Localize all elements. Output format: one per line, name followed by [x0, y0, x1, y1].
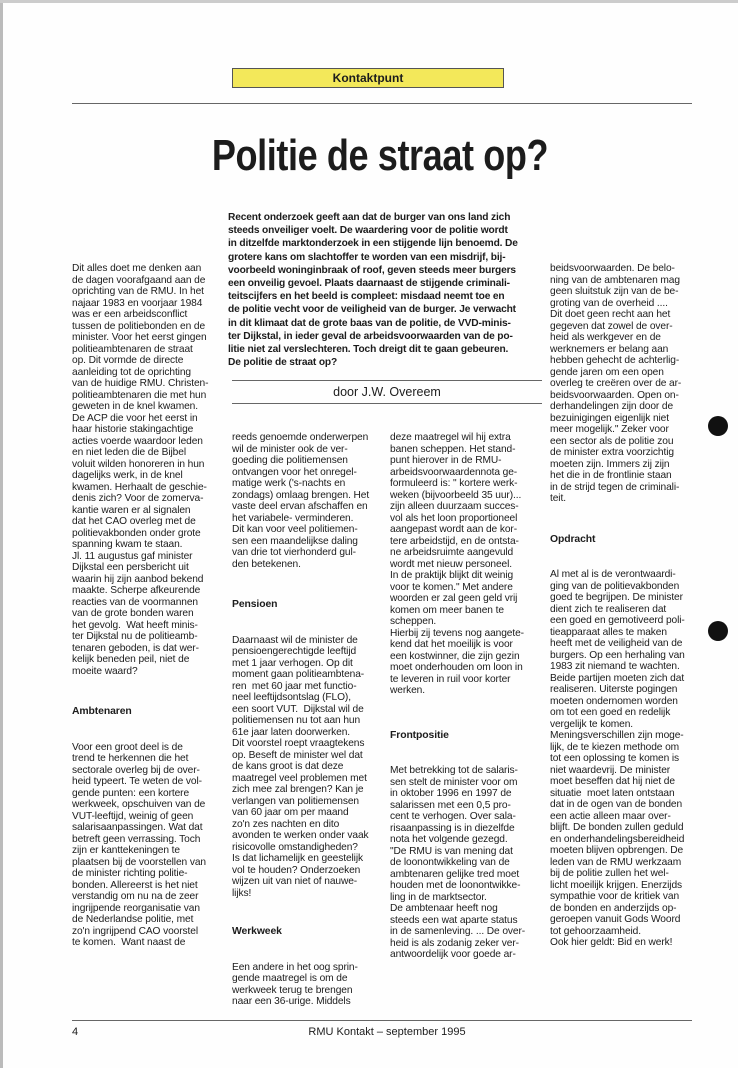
scan-edge-left: [0, 0, 3, 1068]
header-rule: [72, 103, 692, 104]
column-4: [550, 240, 685, 960]
scan-edge-top: [0, 0, 738, 3]
col4-heading-opdracht: Opdracht: [550, 533, 596, 545]
column-1: [72, 240, 208, 960]
col3-heading-frontpositie: Frontpositie: [390, 729, 449, 741]
footer-rule: [72, 1020, 692, 1021]
col1-paragraph-1: Dit alles doet me denken aan de dagen voorafgaand aan de oprichting van de RMU. In het najaar 1983 en voorjaar 1984 was er een arbeidsconflict tussen de politiebonden en de minister. Voor het eerst gingen politieambtenaren de straat op. Dit vormde de directe aanleiding tot de oprichting van de huidige RMU. Christen- politieambtenaren die met hun geweten in de knel kwamen. De ACP die voor het eerst in haar historie stakingachtige acties voerde waardoor leden en niet leden die de Bijbel voluit wilden honoreren in hun dagelijks werk, in de knel kwamen. Herhaalt de geschie- denis zich? Voor de zomerva- kantie waren er al signalen dat het CAO overleg met de politievakbonden onder grote spanning kwam te staan. Jl. 11 augustus gaf minister Dijkstal een persbericht uit waarin hij zijn aanbod bekend maakte. Scherpe afkeurende reacties van de voormannen van de grote bonden waren het gevolg. Wat heeft minis- ter Dijkstal nu de politieamb- tenaren geboden, is dat wer- kelijk beneden peil, niet de moeite waard?: [72, 263, 209, 677]
col2-paragraph-2: Daarnaast wil de minister de pensioengerechtigde leeftijd met 1 jaar verhogen. Op dit moment gaan politieambtena- ren met 60 jaar met functio- neel leeftijdsontslag (FLO), een soort VUT. Dijkstal wil de politiemensen nu tot aan hun 61e jaar laten doorwerken. Dit voorstel roept vraagtekens op. Beseft de minister wel dat de kans groot is dat deze maatregel veel problemen met zich mee zal brengen? Kan je verlangen van politiemensen van 60 jaar om per maand zo'n zes nachten en dito avonden te werken onder vaak risicovolle omstandigheden? Is dat lichamelijk en geestelijk vol te houden? Onderzoeken wijzen uit van niet of nauwe- lijks!: [232, 634, 369, 899]
col4-paragraph-2: Al met al is de verontwaardi- ging van de politievakbonden goed te begrijpen. De minister dient zich te realiseren dat een goed en gemotiveerd poli- tieapparaat alles te maken heeft met de veiligheid van de burgers. Op een herhaling van 1983 zit niemand te wachten. Beide partijen moeten zich dat realiseren. Uiterste pogingen moeten ondernomen worden om tot een goed en redelijk vergelijk te komen. Meningsverschillen zijn moge- lijk, de te kiezen methode om tot een oplossing te komen is niet waardevrij. De minister moet beseffen dat hij niet de situatie moet laten ontstaan dat in de ogen van de bonden een actie alleen maar over- blijft. De bonden zullen geduld en onderhandelingsbereidheid moeten blijven opbrengen. De leden van de RMU werkzaam bij de politie zullen het wel- licht moeilijk krijgen. Enerzijds sympathie voor de kritiek van de bonden en anderzijds op- geroepen vanuit Gods Woord tot gehoorzaamheid. Ook hier geldt: Bid en werk!: [550, 569, 685, 948]
column-3: [390, 409, 525, 972]
byline: door J.W. Overeem: [333, 385, 441, 399]
col1-paragraph-2: Voor een groot deel is de trend te herkennen die het sectorale overleg bij de over- heid typeert. Te weten de vol- gende punten: een kortere werkweek, opschuiven van de VUT-leeftijd, weinig of geen salarisaanpassingen. Wat dat betreft geen verrassing. Toch zijn er kanttekeningen te plaatsen bij de voorstellen van de minister richting politie- bonden. Allereerst is het niet verstandig om nu na de zeer ingrijpende reorganisatie van de Nederlandse politie, met zo'n ingrijpend CAO voorstel te komen. Want naast de: [72, 741, 206, 948]
col2-heading-pensioen: Pensioen: [232, 599, 278, 610]
byline-rule: [232, 380, 542, 381]
intro-lead: Recent onderzoek geeft aan dat de burger van ons land zich steeds onveiliger voelt. De waardering voor de politie wordt in ditzelfde marktonderzoek in een stijgende lijn benoemd. De grotere kans om slachtoffer te worden van een misdrijf, bij- voorbeeld woninginbraak of roof, geven steeds meer burgers een onveilig gevoel. Plaats daarnaast de stijgende criminali- teitscijfers en het beeld is compleet: misdaad neemt toe en de politie vecht voor de veiligheid van de burger. Je verwacht in dit klimaat dat de grote baas van de politie, de VVD-minis- ter Dijkstal, in ieder geval de arbeidsvoorwaarden van de po- litie niet zal verslechteren. Toch dreigt dit te gaan gebeuren. De politie de straat op?: [228, 212, 518, 369]
column-2: [232, 409, 369, 1019]
col3-paragraph-2: Met betrekking tot de salaris- sen stelt de minister voor om in oktober 1996 en 1997 de salarissen met een 0,5 pro- cent te verhogen. Over sala- risaanpassing is in diezelfde nota het volgende gezegd. "De RMU is van mening dat de loonontwikkeling van de ambtenaren gelijke tred moet houden met de loonontwikke- ling in de marktsector. De ambtenaar heeft nog steeds een wat aparte status in de samenleving. ... De over- heid is als zodanig zeker ver- antwoordelijk voor goede ar-: [390, 765, 526, 960]
col1-heading-ambtenaren: Ambtenaren: [72, 706, 132, 717]
binder-hole-top: [708, 416, 728, 436]
section-banner: Kontaktpunt: [232, 68, 504, 88]
col4-paragraph-1: beidsvoorwaarden. De belo- ning van de ambtenaren mag geen sluitstuk zijn van de be- groting van de overheid .... Dit doet geen recht aan het gegeven dat zowel de over- heid als werkgever en de werknemers er belang aan hebben gehecht de achterlig- gende jaren om een open overleg te creëren over de ar- beidsvoorwaarden. Open on- derhandelingen zijn door de bezuinigingen eigenlijk niet meer mogelijk." Zeker voor een sector als de politie zou de minister extra voorzichtig moeten zijn. Immers zij zijn het die in de frontlinie staan in de strijd tegen de criminali- teit.: [550, 263, 682, 504]
publication-footer: RMU Kontakt – september 1995: [308, 1026, 466, 1038]
byline-rule-bottom: [232, 403, 542, 404]
binder-hole-bottom: [708, 621, 728, 641]
col2-heading-werkweek: Werkweek: [232, 926, 282, 937]
page-title: Politie de straat op?: [211, 131, 549, 180]
col3-paragraph-1: deze maatregel wil hij extra banen scheppen. Het stand- punt hierover in de RMU- arbeidsvoorwaardennota ge- formuleerd is: " kortere werk- weken (bijvoorbeeld 35 uur)... zijn alleen duurzaam succes- vol als het loon proportioneel aangepast wordt aan de kor- tere arbeidstijd, en de ontsta- ne arbeidsruimte aangevuld wordt met nieuw personeel. In de praktijk blijkt dit weinig voor te komen." Met andere woorden er zal geen geld vrij komen om meer banen te scheppen. Hierbij zij tevens nog aangete- kend dat het moeilijk is voor een kostwinner, die zijn gezin moet onderhouden om loon in te leveren in ruil voor korter werken.: [390, 432, 524, 696]
col2-paragraph-1: reeds genoemde onderwerpen wil de minister ook de ver- goeding die politiemensen ontvangen voor het onregel- matige werk ('s-nachts en zondags) omlaag brengen. Het vaste deel ervan afschaffen en het variabele- verminderen. Dit kan voor veel politiemen- sen een maandelijkse daling van drie tot vierhonderd gul- den betekenen.: [232, 432, 370, 570]
page-number: 4: [72, 1026, 79, 1038]
col2-paragraph-3: Een andere in het oog sprin- gende maatregel is om de werkweek terug te brengen naar een 36-urige. Middels: [232, 961, 358, 1007]
